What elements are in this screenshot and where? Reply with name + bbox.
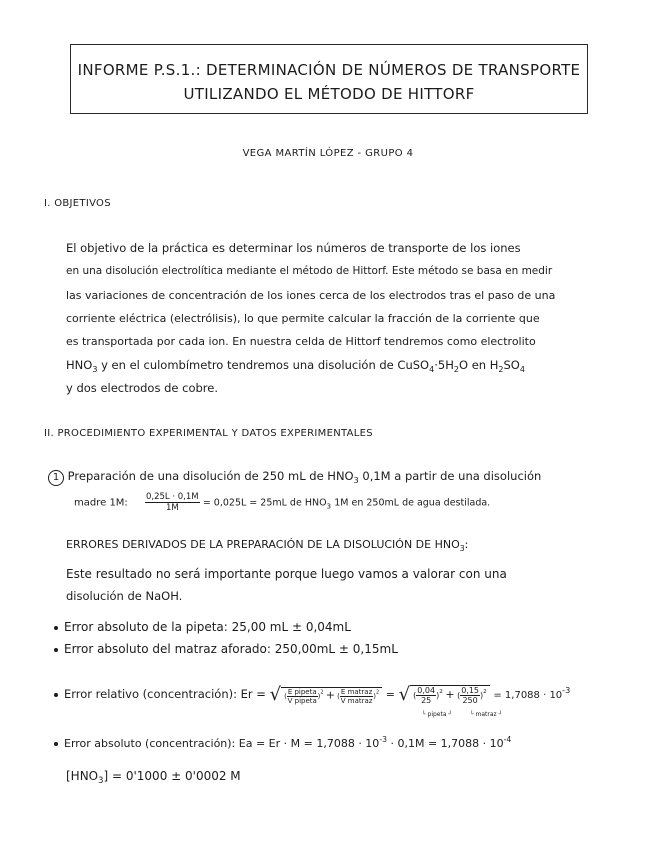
h2so4-formula: $H_2SO_4$ bbox=[489, 358, 525, 374]
objectives-line-7: y dos electrodos de cobre. bbox=[66, 381, 219, 395]
relative-error-values: ( $\frac{0,04}{25}$ )$^2$ + ( $\frac{0,15}{250}$ )$^2$ bbox=[410, 685, 490, 705]
dilution-fraction: $\frac{0,25L \cdot 0,1M}{1M}$ bbox=[146, 492, 199, 513]
errors-heading: ERRORES DERIVADOS DE LA PREPARACIÓN DE LA DISOLUCIÓN DE $HNO_3$: bbox=[66, 538, 469, 553]
bullet-dot bbox=[54, 742, 58, 746]
cuso4-formula: $CuSO_4\cdot 5H_2O$ bbox=[397, 358, 469, 374]
objectives-line-5: es transportada por cada ion. En nuestra celda de Hittorf tendremos como electrolito bbox=[66, 335, 536, 348]
objectives-line-3: las variaciones de concentración de los iones cerca de los electrodos tras el paso de una bbox=[66, 289, 556, 302]
objectives-line-4: corriente eléctrica (electrólisis), lo que permite calcular la fracción de la corriente que bbox=[66, 312, 540, 325]
objectives-line-2: en una disolución electrolítica mediante el método de Hittorf. Este método se basa en medir bbox=[66, 265, 553, 277]
step-1-line-2: madre 1M: $\frac{0,25L \cdot 0,1M}{1M}$ = 0,025L = 25mL de $HNO_3$ 1M en 250mL de agua destilada. bbox=[74, 492, 491, 513]
author-line: VEGA MARTÍN LÓPEZ - GRUPO 4 bbox=[242, 148, 414, 159]
objectives-line-1: El objetivo de la práctica es determinar los números de transporte de los iones bbox=[66, 241, 521, 255]
title-line-2: UTILIZANDO EL MÉTODO DE HITTORF bbox=[183, 85, 475, 103]
bullet-dot bbox=[54, 693, 58, 697]
relative-error-formula: ( $\frac{\text{E pipeta}}{\text{V pipeta}}$ )$^2$ + ( $\frac{\text{E matraz}}{\text{V matraz}}$ )$^2$ bbox=[281, 687, 382, 705]
bullet-absolute-error: Error absoluto (concentración): $Ea = Er \cdot M = 1,7088 \cdot 10^{-3} \cdot 0,1M = 1,7088 \cdot 10^{-4}$ bbox=[54, 735, 511, 750]
bullet-dot bbox=[54, 626, 58, 630]
bullet-flask-error: Error absoluto del matraz aforado: 250,00mL ± 0,15mL bbox=[54, 642, 398, 656]
matraz-underbrace: └ matraz ┘ bbox=[470, 711, 503, 718]
title-line-1: INFORME P.S.1.: DETERMINACIÓN DE NÚMEROS DE TRANSPORTE bbox=[77, 61, 581, 79]
bullet-dot bbox=[54, 648, 58, 652]
step-1-line-1: 1 Preparación de una disolución de 250 mL de $HNO_3$ 0,1M a partir de una disolución bbox=[48, 469, 541, 486]
step-number-badge: 1 bbox=[48, 470, 64, 486]
section-1-heading: I. OBJETIVOS bbox=[44, 198, 111, 209]
hno3-formula: $HNO_3$ bbox=[66, 358, 98, 374]
bullet-relative-error: Error relativo (concentración): Er = √( $\frac{\text{E pipeta}}{\text{V pipeta}}$ )$^2$ + ( $\frac{\text{E matraz}}{\text{V matraz}}$ )$^2$ = √( $\frac{0,04}{25}$ )$^2$ + ( $\frac{0,15}{250}$ )$^2 = 1,7088 \cdot 10^{-3}$ bbox=[54, 684, 570, 705]
title-box bbox=[70, 44, 588, 114]
bullet-pipette-error: Error absoluto de la pipeta: 25,00 mL ± 0,04mL bbox=[54, 620, 351, 634]
section-2-heading: II. PROCEDIMIENTO EXPERIMENTAL Y DATOS EXPERIMENTALES bbox=[44, 428, 373, 439]
objectives-line-6: $HNO_3$ y en el culombímetro tendremos una disolución de $CuSO_4\cdot 5H_2O$ en $H_2SO_4$ bbox=[66, 358, 525, 374]
note-line-1: Este resultado no será importante porque luego vamos a valorar con una bbox=[66, 567, 507, 581]
note-line-2: disolución de NaOH. bbox=[66, 589, 183, 603]
final-concentration: $[HNO_3] = 0'1000 \pm 0'0002$ M bbox=[66, 769, 241, 785]
pipeta-underbrace: └ pipeta ┘ bbox=[422, 711, 453, 718]
